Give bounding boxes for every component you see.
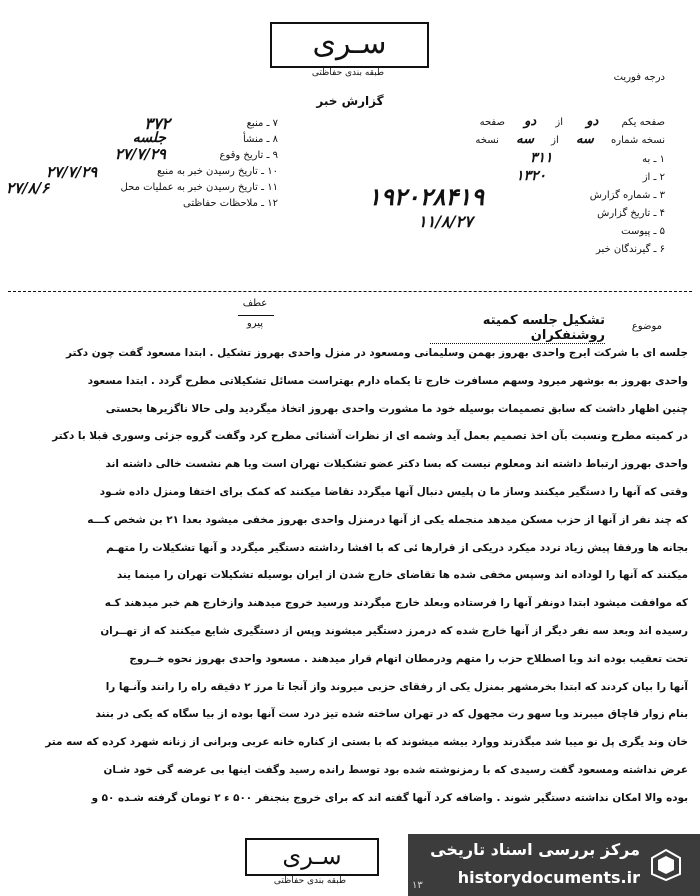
atf-rule [238,315,274,316]
body-line: چنین اظهار داشت که سابق تصمیمات بوسیله خود ما مشورت واحدی بهروز اتخاذ میگردید ولی حالا ناگزیرها بحستی [105,402,688,415]
body-line: بوده والا امکان نداشته دستگیر شوند . واضافه کرد آنها گفته اند که برای خروج بنجنفر ۵۰۰ ء ۲ تومان گرفته شـده ۵۰ و [91,791,688,804]
field-origin: ۸ ـ منشأ [242,134,278,145]
field-to: ۱ ـ به [642,154,665,165]
body-line: عرض نداشته ومسعود گفت رسیدی که با رمزنوشته شده بود توسط رانده رسید وگفت اینها بی عرضه گی خود شـان [103,764,688,776]
peyro-label: پیرو [246,318,264,329]
subject-label: موضوع [631,321,662,332]
body-line: تحت تعقیب بوده اند وبا اصطلاح حزب را متهم ودرمطان اتهام قرار میدهند . مسعود واحدی بهروز نحوه خــروج [129,652,688,665]
classification-text-bottom: سـری [282,842,342,870]
field-from-value: ۱۳۲۰ [516,168,547,184]
report-title: گزارش خبر [316,94,384,108]
field-received-source: ۱۰ ـ تاریخ رسیدن خبر به منبع [156,166,278,177]
archive-logo [648,846,684,882]
page-mark: ۱۳ [412,880,423,891]
classification-subtitle: طبقه بندی حفاظتی [311,68,385,78]
copy-info [420,114,665,150]
field-recipients: ۶ ـ گیرندگان خبر [595,244,665,255]
page-row: صفحه یکم دو از دو صفحه [479,114,665,129]
field-received-ops: ۱۱ ـ تاریخ رسیدن خبر به عملیات محل [120,182,278,193]
field-event-date: ۹ ـ تاریخ وقوع [219,150,278,161]
body-line: بجانه ها ورفقا پیش زیاد تردد میکرد دریکی از قرارها ئی که با افشا رداشته دستگیر میگردد و آنها تشکیلات را متهـم [106,541,688,554]
header-separator [8,291,692,292]
field-security-notes: ۱۲ ـ ملاحظات حفاظتی [183,198,278,209]
field-from: ۲ ـ از [642,172,665,183]
field-source-value: ۳۷۲ [144,114,170,133]
body-line: بنام زوار قاچاق میبرند وبا سهو رت مجهول که در تهران ساخته شده تیز درد ست آنها بوده از بیا سگاه که یکی در بنند [95,708,688,721]
handwritten-reference: ۱۹۲۰۲۸۴۱۹ [368,182,485,211]
body-line: آنها را بیان کردند که ابتدا بخرمشهر بمنزل یکی از رفقای حزبی میروند واز آنجا تا مرز ۲ دقیقه راه را رانند وآنـها را [105,680,688,693]
field-source: ۷ ـ منبع [246,118,278,129]
classification-stamp-top [270,22,429,68]
field-report-number: ۳ ـ شماره گزارش [589,190,665,201]
field-event-date-value: ۲۷/۷/۲۹ [114,145,166,163]
right-fields [480,150,665,269]
field-origin-value: جلسه [132,130,166,146]
priority-label: درجه فوریت [613,72,665,83]
body-line: در کمیته مطرح ونسبت بآن اخذ تصمیم بعمل آید وشمه ای از نظرات آشنائی مطرح کرد وگفت گروه جزئی وسوری قبلا با دکتر [52,430,688,443]
body-line: که موافقت میشود ابتدا دونفر آنها را فرستاده وبعلد خارج میگردند ورسید خروج میدهند وازخارج هم خبر میدهند کـه [104,597,688,610]
atf-label: عطف [242,298,268,309]
classification-subtitle-bottom: طبقه بندی حفاظتی [273,876,347,886]
classification-text: سـری [312,26,387,61]
body-line: وقتی که آنها را دستگیر میکنند وساز ما ن پلیس دنبال آنها میگردد تقاضا میکنند که کمک برای اختفا ومنزل داده شـود [99,486,688,498]
field-received-ops-value: ۲۷/۸/۶ [6,179,50,197]
archive-watermark [408,834,700,896]
body-line: خان وند یگری پل نو میبا شد میگذرند ووارد بیشه میشوند که با بستی از کناره خانه عربی وبرانی از زنانه شهرد کرده که سه متر [45,736,688,749]
body-line: رسیده اند وبعد سه نفر دیگر از آنها خارج شده که درمرز دستگیر میشوند وپس از دستگیری شایع میکنند که از تهــران [100,625,688,637]
field-received-source-value: ۲۷/۷/۲۹ [46,163,98,181]
field-report-date: ۴ ـ تاریخ گزارش [597,208,665,219]
body-line: میکنند که آنها را لوداده اند وسپس مخفی شده ها تقاضای خارج شدن از ایران بوسیله تشکیلات تهران را مینما یند [116,569,688,582]
left-fields [6,114,278,228]
body-line: جلسه ای با شرکت ایرج واحدی بهروز بهمن وسلیمانی ومسعود در منزل واحدی بهروز تشکیل . ابتدا مسعود گفت چون دکتر [66,347,688,359]
watermark-url: historydocuments.ir [457,868,640,887]
subject-text: تشکیل جلسه کمیته روشنفکران [430,313,605,344]
body-line: که چند نفر از آنها از حزب مسکن میدهد منجمله یکی از آنها درمنزل واحدی بهروز مخفی میشود بعدا ۲۱ بن شخص کـــه [87,513,688,526]
classification-stamp-bottom [245,838,379,876]
copy-row: نسخه شماره سه از سه نسخه [475,132,665,147]
field-to-value: ۳۱۱ [530,150,553,166]
handwritten-date: ۱۱/۸/۲۷ [418,212,473,231]
watermark-title: مرکز بررسی اسناد تاریخی [430,840,640,859]
field-attachment: ۵ ـ پیوست [621,226,665,237]
body-line: واحدی بهروز به بوشهر میرود وسهم مسافرت خارج تا یکماه دارم بهتراست مسائل تشکیلاتی مطرح گردد . ابتدا مسعود [87,374,688,387]
body-line: واحدی بهروز ارتباط داشته اند ومعلوم نیست که بسا دکتر عضو تشکیلات تهران است وبا هم نشست خالی داشته اند [105,458,688,471]
